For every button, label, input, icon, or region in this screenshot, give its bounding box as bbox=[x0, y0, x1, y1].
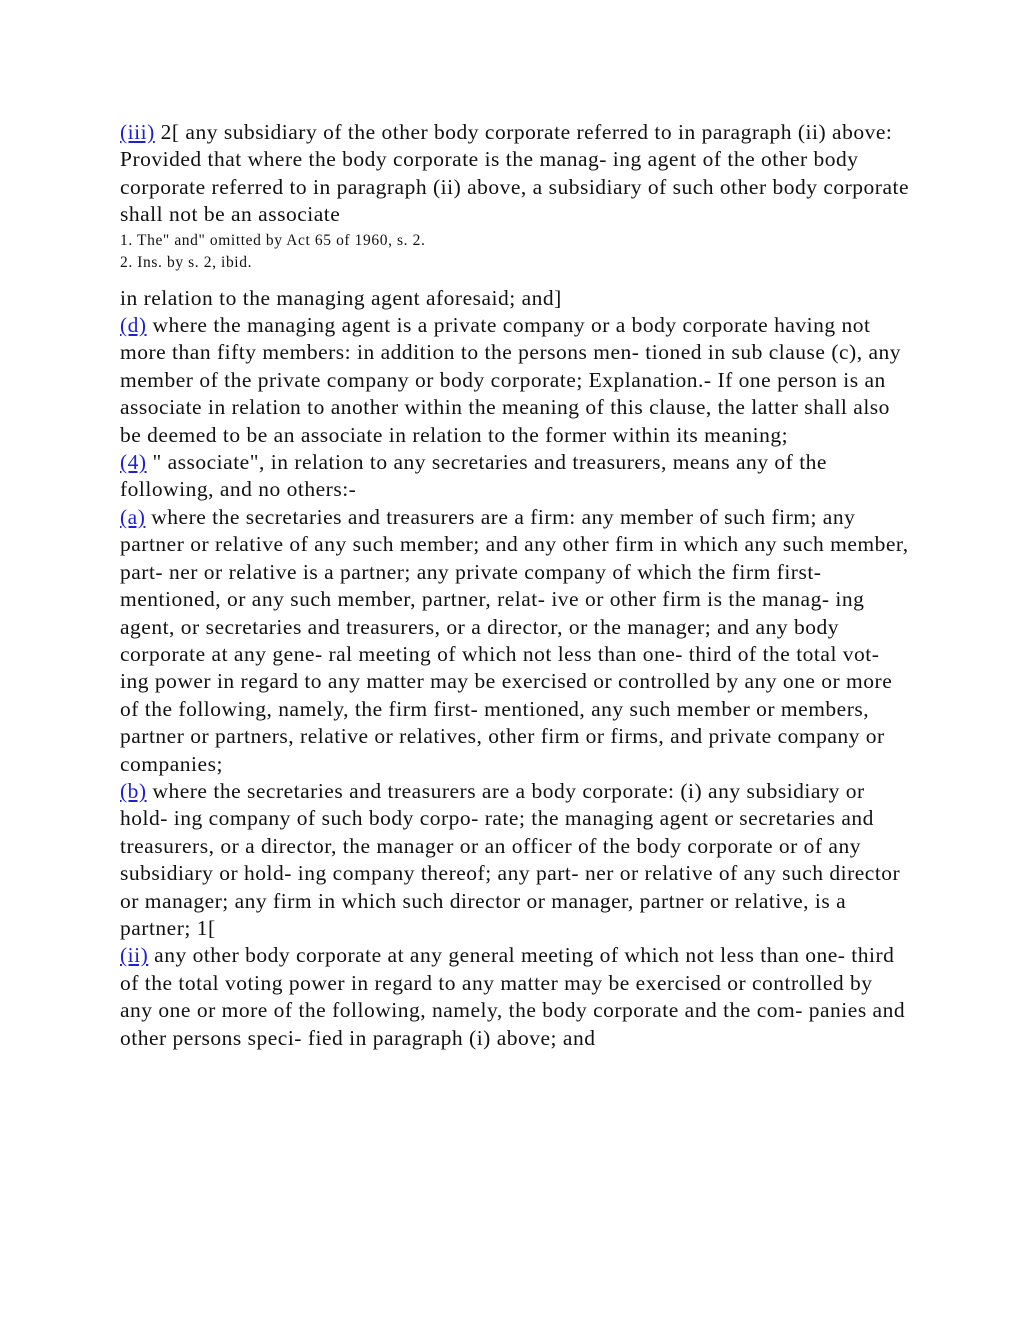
clause-a-text: where the secretaries and treasurers are a firm: any member of such firm; any partner or relative of any such member; and any other firm in which any such member, part- ner or relative is a partner; any private company of which the firm first- mentioned, or any such member, partner, relat- ive or other firm is the manag- ing agent, or secretaries and treasurers, or a director, or the manager; and any body corporate at any gene- ral meeting of which not less than one- third of the total vot- ing power in regard to any matter may be exercised or controlled by any one or more of the following, namely, the firm first- mentioned, any such member or members, partner or partners, relative or relatives, other firm or firms, and private company or companies; bbox=[120, 504, 909, 776]
footnotes bbox=[120, 230, 910, 274]
clause-d-paragraph bbox=[120, 312, 910, 449]
clause-4-paragraph bbox=[120, 449, 910, 504]
clause-4-link[interactable]: (4) bbox=[120, 450, 147, 475]
document-page bbox=[120, 119, 910, 1052]
clause-d-link[interactable]: (d) bbox=[120, 313, 147, 338]
clause-d-text: where the managing agent is a private company or a body corporate having not more than fifty members: in addition to the persons men- tioned in sub clause (c), any member of the private company or body corporate; Explanation.- If one person is an associate in relation to another within the meaning of this clause, the latter shall also be deemed to be an associate in relation to the former within its meaning; bbox=[120, 313, 901, 447]
clause-ii-link[interactable]: (ii) bbox=[120, 943, 149, 968]
clause-iii-link[interactable]: (iii) bbox=[120, 120, 155, 144]
clause-4-text: " associate", in relation to any secretaries and treasurers, means any of the following, and no others:- bbox=[120, 450, 827, 502]
clause-b-paragraph bbox=[120, 778, 910, 942]
clause-ii-text: any other body corporate at any general meeting of which not less than one- third of the total voting power in regard to any matter may be exercised or controlled by any one or more of the following, namely, the body corporate and the com- panies and other persons speci- fied in paragraph (i) above; and bbox=[120, 943, 906, 1050]
continuation-text: in relation to the managing agent aforesaid; and] bbox=[120, 285, 562, 310]
clause-iii-paragraph bbox=[120, 119, 910, 229]
clause-a-link[interactable]: (a) bbox=[120, 504, 146, 529]
footnote-2: 2. Ins. by s. 2, ibid. bbox=[120, 253, 253, 271]
clause-b-text: where the secretaries and treasurers are a body corporate: (i) any subsidiary or hold- ing company of such body corpo- rate; the managing agent or secretaries and treasurers, or a director, the manager or an officer of the body corporate or of any subsidiary or hold- ing company thereof; any part- ner or relative of any such director or manager; any firm in which such director or manager, partner or relative, is a partner; 1[ bbox=[120, 778, 901, 940]
footnote-1: 1. The" and" omitted by Act 65 of 1960, s. 2. bbox=[120, 231, 426, 249]
continuation-paragraph bbox=[120, 285, 910, 312]
clause-iii-text: 2[ any subsidiary of the other body corporate referred to in paragraph (ii) above: Provided that where the body corporate is the manag- ing agent of the other body corporate referred to in paragraph (ii) above, a subsidiary of such other body corporate shall not be an associate bbox=[120, 120, 910, 227]
clause-a-paragraph bbox=[120, 504, 910, 778]
clause-b-link[interactable]: (b) bbox=[120, 778, 147, 803]
clause-ii-paragraph bbox=[120, 942, 910, 1052]
